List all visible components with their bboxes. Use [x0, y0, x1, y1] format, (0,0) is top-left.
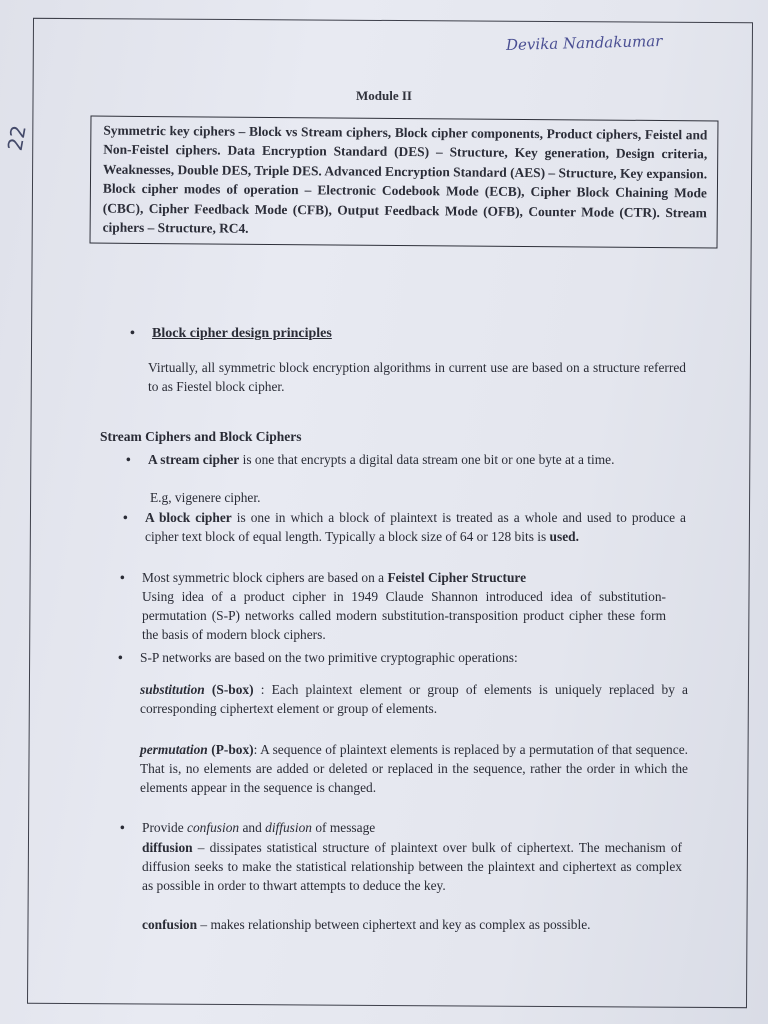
design-principles-heading: • Block cipher design principles	[152, 326, 332, 342]
handwritten-name: Devika Nandakumar	[505, 31, 663, 55]
block-cipher-item	[145, 508, 686, 546]
confusion-definition	[142, 915, 682, 934]
stream-block-heading: Stream Ciphers and Block Ciphers	[100, 429, 302, 444]
block-cipher-text: is one in which a block of plaintext is treated as a whole and used to produce a cipher text block of equal length. Typically a block size of 64 or 128 bits is	[145, 510, 686, 544]
block-cipher-term: A block cipher	[145, 510, 232, 525]
confusion-word: confusion	[187, 820, 240, 835]
permutation-text: : A sequence of plaintext elements is replaced by a permutation of that sequence. That is, no elements are added or deleted or replaced in the sequence, rather the order in which the elements appear in the sequence is changed.	[140, 742, 688, 795]
confusion-term: confusion	[142, 917, 198, 932]
confusion-diffusion-item	[142, 818, 682, 837]
feistel-item	[142, 568, 682, 587]
permutation-definition	[140, 740, 688, 797]
substitution-text: : Each plaintext element or group of elements is uniquely replaced by a corresponding ciphertext element or group of elements.	[140, 682, 688, 716]
margin-page-mark: 22	[2, 123, 31, 153]
diffusion-word: diffusion	[265, 820, 312, 835]
of-message-text: of message	[312, 820, 376, 835]
feistel-intro: Most symmetric block ciphers are based on a	[142, 570, 388, 585]
permutation-box: (P-box)	[207, 742, 254, 757]
stream-cipher-text: is one that encrypts a digital data stream one bit or one byte at a time.	[239, 452, 615, 467]
diffusion-text: – dissipates statistical structure of plaintext over bulk of ciphertext. The mechanism of diffusion seeks to make the statistical relationship between the plaintext and ciphertext as complex as possible in order to thwart attempts to deduce the key.	[142, 840, 682, 893]
design-principles-text: Virtually, all symmetric block encryption algorithms in current use are based on a structure referred to as Fiestel block cipher.	[148, 360, 686, 394]
stream-cipher-item	[148, 450, 686, 469]
stream-cipher-term: A stream cipher	[148, 452, 240, 467]
substitution-box: (S-box)	[204, 682, 261, 697]
substitution-term: substitution	[140, 682, 205, 697]
substitution-definition	[140, 680, 688, 718]
block-cipher-used: used.	[549, 529, 579, 544]
diffusion-term: diffusion	[142, 840, 193, 855]
syllabus-box: Symmetric key ciphers – Block vs Stream ciphers, Block cipher components, Product ciphers, Feistel and Non-Feistel ciphers. Data Encryption Standard (DES) – Structure, Key generation, Design criteria, Weaknesses, Double DES, Triple DES. Advanced Encryption Standard (AES) – Structure, Key expansion. Block cipher modes of operation – Electronic Codebook Mode (ECB), Cipher Block Chaining Mode (CBC), Cipher Feedback Mode (CFB), Output Feedback Mode (OFB), Counter Mode (CTR). Stream ciphers – Structure, RC4.	[90, 116, 719, 249]
permutation-term: permutation	[140, 742, 208, 757]
diffusion-definition	[142, 838, 682, 895]
module-title: Module II	[356, 88, 412, 103]
provide-text: Provide	[142, 820, 188, 835]
sp-networks-item: • S-P networks are based on the two primitive cryptographic operations:	[140, 648, 685, 667]
stream-cipher-example: E.g, vigenere cipher.	[150, 490, 261, 505]
confusion-text: – makes relationship between ciphertext and key as complex as possible.	[197, 917, 591, 932]
and-text: and	[239, 820, 266, 835]
feistel-text: Using idea of a product cipher in 1949 Claude Shannon introduced idea of substitution-permutation (S-P) networks called modern substitution-transposition product cipher these form the basis of modern block ciphers.	[142, 589, 666, 642]
feistel-term: Feistel Cipher Structure	[387, 570, 527, 585]
